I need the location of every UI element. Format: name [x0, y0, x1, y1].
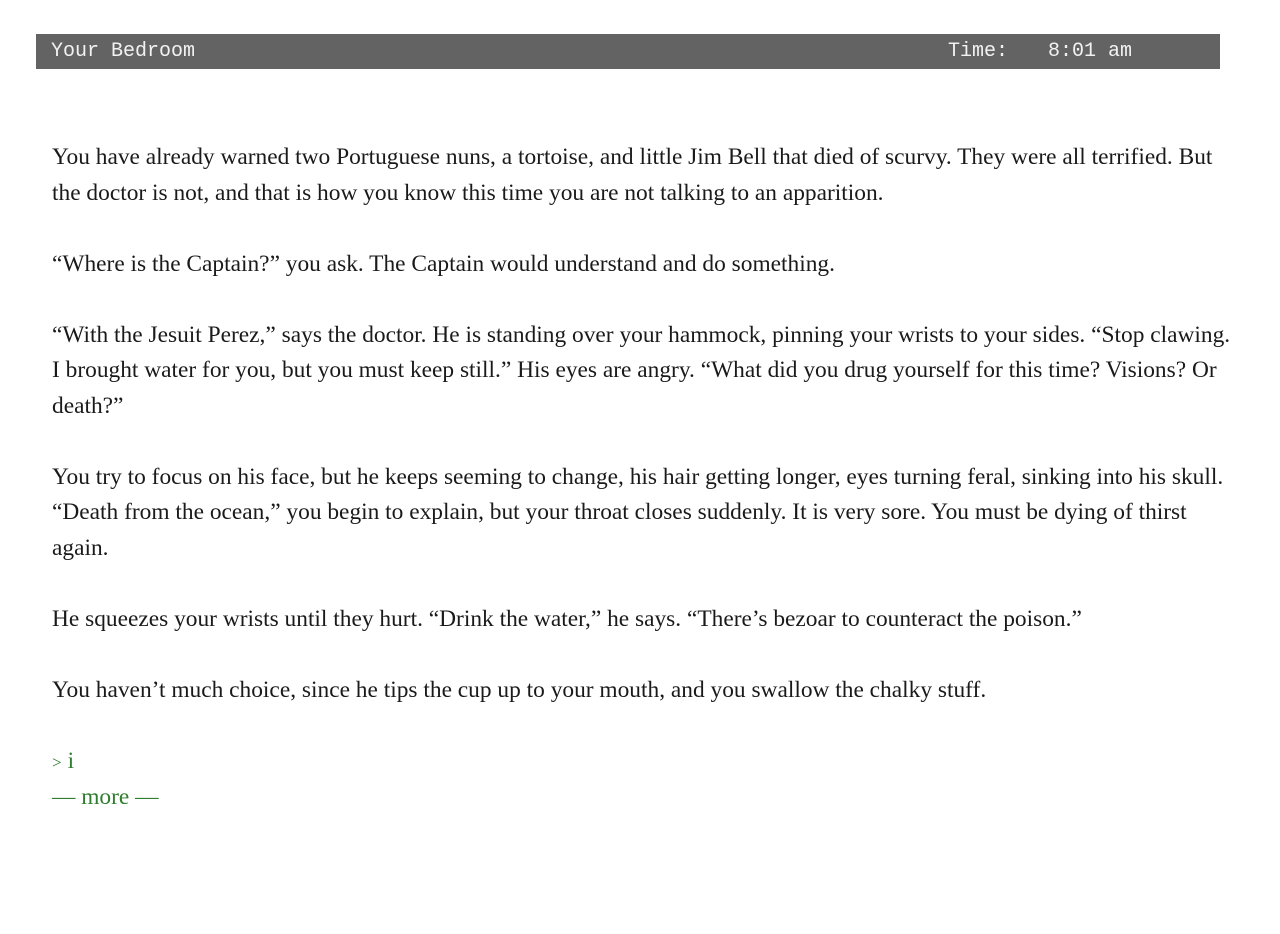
story-paragraph: “Where is the Captain?” you ask. The Captain would understand and do something.: [52, 250, 835, 277]
more-prompt[interactable]: — more —: [52, 784, 159, 810]
command-echo: [52, 744, 1242, 781]
time-value: 8:01 am: [1048, 40, 1133, 63]
story-text: [52, 140, 1242, 816]
story-paragraph: He squeezes your wrists until they hurt. “Drink the water,” he says. “There’s bezoar to counteract the poison.”: [52, 605, 1082, 632]
status-bar: [36, 34, 1220, 69]
story-paragraph: You haven’t much choice, since he tips the cup up to your mouth, and you swallow the chalky stuff.: [52, 676, 987, 703]
location-title: Your Bedroom: [51, 40, 196, 63]
time-label: Time:: [948, 40, 1009, 63]
command-text: i: [67, 747, 75, 774]
story-paragraph: You have already warned two Portuguese nuns, a tortoise, and little Jim Bell that died of scurvy. They were all terrified. But the doctor is not, and that is how you know this time you are not talking to an apparition.: [52, 144, 1213, 206]
story-paragraph: “With the Jesuit Perez,” says the doctor. He is standing over your hammock, pinning your wrists to your sides. “Stop clawing. I brought water for you, but you must keep still.” His eyes are angry. “What did you drug yourself for this time? Visions? Or death?”: [52, 321, 1231, 419]
command-prompt: >: [52, 752, 62, 772]
story-paragraph: You try to focus on his face, but he keeps seeming to change, his hair getting longer, eyes turning feral, sinking into his skull. “Death from the ocean,” you begin to explain, but your throat closes suddenly. It is very sore. You must be dying of thirst again.: [52, 463, 1224, 561]
